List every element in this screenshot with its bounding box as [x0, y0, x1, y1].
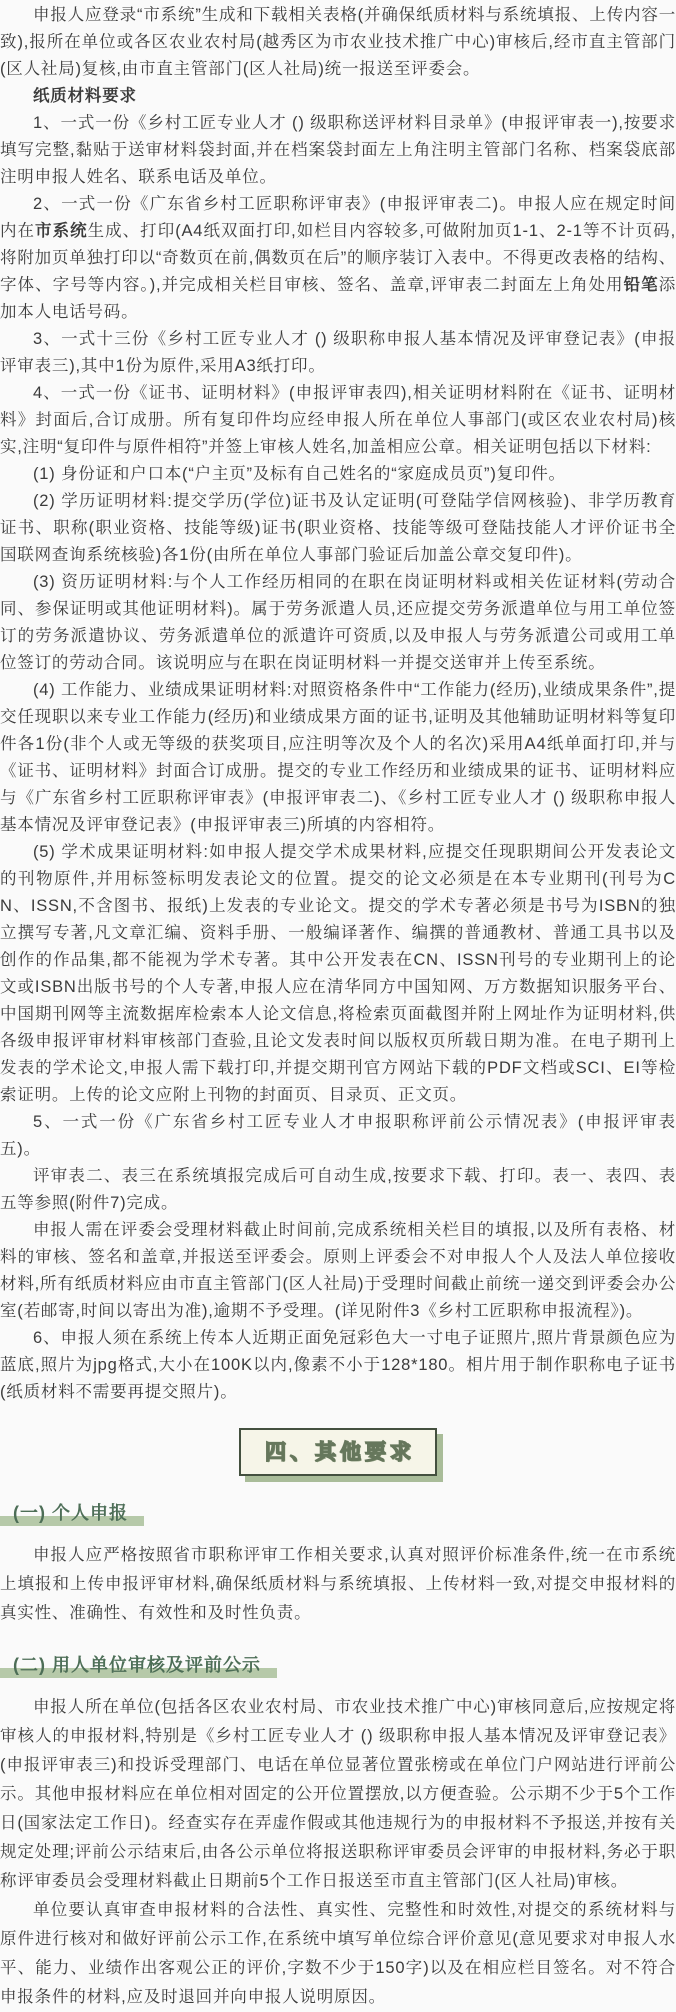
- text-run: (2) 学历证明材料:提交学历(学位)证书及认定证明(可登陆学信网核验)、非学历教育证书、职称(职业资格、技能等级)证书(职业资格、技能等级可登陆技能人才评价证书全国联网查询系统核验)各1份(由所在单位人事部门验证后加盖公章交复印件)。: [0, 492, 676, 564]
- paragraph: [0, 488, 676, 569]
- paragraph: [0, 1325, 676, 1406]
- text-run: 申报人需在评委会受理材料截止时间前,完成系统相关栏目的填报,以及所有表格、材料的审核、签名和盖章,并报送至评委会。原则上评委会不对申报人个人及法人单位接收材料,所有纸质材料应由市直主管部门(区人社局)于受理时间截止前统一递交到评委会办公室(若邮寄,时间以寄出为准),逾期不予受理。(详见附件3《乡村工匠职称申报流程》)。: [0, 1221, 676, 1320]
- section-1: [0, 1503, 676, 1628]
- paragraph: [0, 380, 676, 461]
- section-heading: (二) 用人单位审核及评前公示: [0, 1655, 277, 1678]
- paragraph: [0, 191, 676, 326]
- text-run: 6、申报人须在系统上传本人近期正面免冠彩色大一寸电子证照片,照片背景颜色应为蓝底,照片为jpg格式,大小在100K以内,像素不小于128*180。相片用于制作职称电子证书(纸质材料不需要再提交照片)。: [0, 1329, 676, 1401]
- text-run: 2、一式一份《广东省乡村工匠职称评审表》(申报评审表二)。申报人应在规定时间内在: [0, 195, 676, 240]
- bold-text-run: 市系统: [35, 222, 88, 240]
- text-run: 生成、打印(A4纸双面打印,如栏目内容较多,可做附加页1-1、2-1等不计页码,将附加页单独打印以“奇数页在前,偶数页在后”的顺序装订入表中。不得更改表格的结构、字体、字号等内容。),并完成相关栏目审核、签名、盖章,评审表二封面左上角处用: [0, 222, 676, 294]
- section-banner-label: 四、其他要求: [265, 1441, 415, 1464]
- paragraph: [0, 83, 676, 110]
- text-run: 申报人应登录“市系统”生成和下载相关表格(并确保纸质材料与系统填报、上传内容一致),报所在单位或各区农业农村局(越秀区为市农业技术推广中心)审核后,经市直主管部门(区人社局)复核,由市直主管部门(区人社局)统一报送至评委会。: [0, 6, 676, 78]
- section-2: [0, 1655, 676, 2012]
- text-run: 评审表二、表三在系统填报完成后可自动生成,按要求下载、打印。表一、表四、表五等参照(附件7)完成。: [0, 1167, 676, 1212]
- section-banner-box: [239, 1428, 437, 1476]
- text-run: (5) 学术成果证明材料:如申报人提交学术成果材料,应提交任现职期间公开发表论文的刊物原件,并用标签标明发表论文的位置。提交的论文必须是在本专业期刊(刊号为CN、ISSN,不含图书、报纸)上发表的专业论文。提交的学术专著必须是书号为ISBN的独立撰写专著,凡文章汇编、资料手册、一般编译著作、编撰的普通教材、普通工具书以及创作的作品集,都不能视为学术专著。其中公开发表在CN、ISSN刊号的专业期刊上的论文或ISBN出版书号的个人专著,申报人应在清华同方中国知网、万方数据知识服务平台、中国期刊网等主流数据库检索本人论文信息,将检索页面截图并附上网址作为证明材料,供各级申报评审材料审核部门查验,且论文发表时间以版权页所载日期为准。在电子期刊上发表的学术论文,申报人需下载打印,并提交期刊官方网站下载的PDF文档或SCI、EI等检索证明。上传的论文应附上刊物的封面页、目录页、正文页。: [0, 843, 676, 1104]
- text-run: (3) 资历证明材料:与个人工作经历相同的在职在岗证明材料或相关佐证材料(劳动合同、参保证明或其他证明材料)。属于劳务派遣人员,还应提交劳务派遣单位与用工单位签订的劳务派遣协议、劳务派遣单位的派遣许可资质,以及申报人与劳务派遣公司或用工单位签订的劳动合同。该说明应与在职在岗证明材料一并提交送审并上传至系统。: [0, 573, 676, 672]
- text-run: 3、一式十三份《乡村工匠专业人才 () 级职称申报人基本情况及评审登记表》(申报评审表三),其中1份为原件,采用A3纸打印。: [0, 330, 676, 375]
- text-run: (1) 身份证和户口本(“户主页”及标有自己姓名的“家庭成员页”)复印件。: [33, 465, 566, 483]
- text-run: (4) 工作能力、业绩成果证明材料:对照资格条件中“工作能力(经历),业绩成果条件”,提交任现职以来专业工作能力(经历)和业绩成果方面的证书,证明及其他辅助证明材料等复印件各1份(非个人或无等级的获奖项目,应注明等次及个人的名次)采用A4纸单面打印,并与《证书、证明材料》封面合订成册。提交的专业工作经历和业绩成果的证书、证明材料应与《广东省乡村工匠职称评审表》(申报评审表二)、《乡村工匠专业人才 () 级职称申报人基本情况及评审登记表》(申报评审表三)所填的内容相符。: [0, 681, 676, 834]
- paper-materials-requirements-block: [0, 2, 676, 1406]
- other-requirements-sections: [0, 1503, 676, 2012]
- paragraph: [0, 110, 676, 191]
- paragraph: [0, 839, 676, 1109]
- bold-text-run: 纸质材料要求: [33, 87, 137, 105]
- paragraph: [0, 569, 676, 677]
- paragraph: [0, 677, 676, 839]
- text-run: 1、一式一份《乡村工匠专业人才 () 级职称送评材料目录单》(申报评审表一),按要求填写完整,黏贴于送审材料袋封面,并在档案袋封面左上角注明主管部门名称、档案袋底部注明申报人姓名、联系电话及单位。: [0, 114, 676, 186]
- text-run: 添加本人电话号码。: [0, 276, 676, 321]
- paragraph: [0, 1217, 676, 1325]
- paragraph: [0, 326, 676, 380]
- bold-text-run: 铅笔: [623, 276, 659, 294]
- section-heading: (一) 个人申报: [0, 1503, 144, 1526]
- paragraph: [0, 461, 676, 488]
- paragraph: [0, 1163, 676, 1217]
- paragraph: 单位要认真审查申报材料的合法性、真实性、完整性和时效性,对提交的系统材料与原件进行核对和做好评前公示工作,在系统中填写单位综合评价意见(意见要求对申报人水平、能力、业绩作出客观公正的评价,字数不少于150字)以及在相应栏目签名。对不符合申报条件的材料,应及时退回并向申报人说明原因。: [0, 1901, 676, 2006]
- text-run: 5、一式一份《广东省乡村工匠专业人才申报职称评前公示情况表》(申报评审表五)。: [0, 1113, 676, 1158]
- text-run: 4、一式一份《证书、证明材料》(申报评审表四),相关证明材料附在《证书、证明材料》封面后,合订成册。所有复印件均应经申报人所在单位人事部门(或区农业农村局)核实,注明“复印件与原件相符”并签上审核人姓名,加盖相应公章。相关证明包括以下材料:: [0, 384, 676, 456]
- paragraph: [0, 2, 676, 83]
- section-banner: [0, 1428, 676, 1476]
- paragraph: 申报人应严格按照省市职称评审工作相关要求,认真对照评价标准条件,统一在市系统上填报和上传申报评审材料,确保纸质材料与系统填报、上传材料一致,对提交申报材料的真实性、准确性、有效性和及时性负责。: [0, 1546, 676, 1622]
- paragraph: [0, 1109, 676, 1163]
- paragraph: 申报人所在单位(包括各区农业农村局、市农业技术推广中心)审核同意后,应按规定将审核人的申报材料,特别是《乡村工匠专业人才 () 级职称申报人基本情况及评审登记表》(申报评审表三)和投诉受理部门、电话在单位显著位置张榜或在单位门户网站进行评前公示。其他申报材料应在单位相对固定的公开位置摆放,以方便查验。公示期不少于5个工作日(国家法定工作日)。经查实存在弄虚作假或其他违规行为的申报材料不予报送,并按有关规定处理;评前公示结束后,由各公示单位将报送职称评审委员会评审的申报材料,务必于职称评审委员会受理材料截止日期前5个工作日报送至市直主管部门(区人社局)审核。: [0, 1698, 676, 1890]
